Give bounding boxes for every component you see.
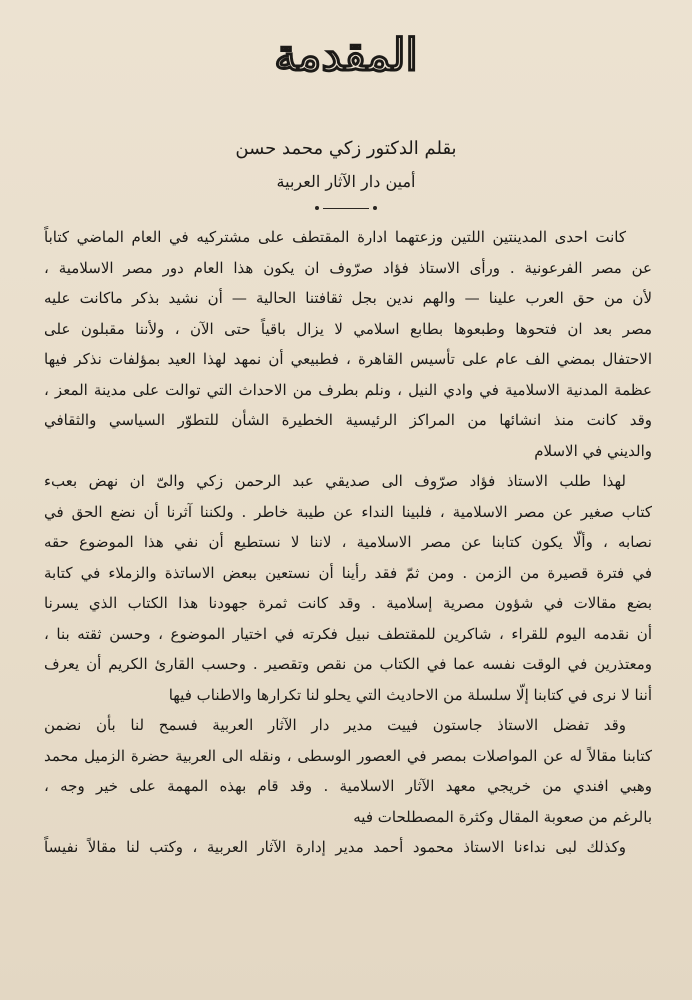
text-line: كانت احدى المدينتين اللتين وزعتهما ادارة المقتطف على مشتركيه في العام الماضي كتاباً	[44, 228, 626, 246]
text-line: أننا لا نرى في كتابنا إلّا سلسلة من الاحاديث التي يحلو لنا تكرارها والاطناب فيها	[168, 685, 652, 704]
text-line: عن مصر الفرعونية . ورأى الاستاذ فؤاد صرّوف ان يكون هذا العام دور مصر الاسلامية ،	[44, 258, 652, 277]
text-line: نصابه ، وألّا يكون كتابنا عن مصر الاسلامية ، لاننا لا نستطيع أن نفي هذا الموضوع حقه	[44, 533, 652, 551]
text-line: كتابنا مقالاً له عن المواصلات بمصر في العصور الوسطى ، ونقله الى العربية حضرة الزميل محمد	[44, 746, 652, 765]
section-divider	[323, 208, 369, 209]
text-line: ومعتذرين في الوقت نفسه عما في الكتاب من نقص وتقصير . وحسب القارئ الكريم أن يعرف	[44, 655, 652, 673]
author-position: أمين دار الآثار العربية	[276, 172, 416, 191]
text-line: بالرغم من صعوبة المقال وكثرة المصطلحات فيه	[353, 807, 652, 826]
text-line: وهبي افندي من خريجي معهد الآثار الاسلامية . وقد قام بهذه المهمة على خير وجه ،	[44, 777, 652, 795]
body-text	[44, 222, 652, 863]
page-title: المقدمة	[274, 30, 418, 81]
text-line: كتاب صغير عن مصر الاسلامية ، فلبينا النداء عن طيبة خاطر . ولكننا آثرنا أن نضع الحق في	[44, 502, 652, 521]
author-byline: بقلم الدكتور زكي محمد حسن	[235, 138, 457, 159]
text-line: أن نقدمه اليوم للقراء ، شاكرين للمقتطف نبيل فكرته في اختيار الموضوع ، وحسن ثقته بنا ،	[44, 624, 652, 643]
text-line: مصر بعد ان فتحوها وطبعوها بطابع اسلامي لا يزال باقياً حتى الآن ، ولأننا مقبلون على	[44, 319, 652, 338]
text-line: والديني في الاسلام	[534, 441, 652, 460]
text-line: وقد كانت منذ انشائها من المراكز الرئيسية الخطيرة الشأن للتطوّر السياسي والثقافي	[44, 411, 652, 429]
text-line: في فترة قصيرة من الزمن . ومن ثمّ فقد رأينا أن نستعين ببعض الاساتذة والزملاء في كتابة	[44, 563, 652, 582]
text-line: وكذلك لبى نداءنا الاستاذ محمود أحمد مدير إدارة الآثار العربية ، وكتب لنا مقالاً نفيساً	[44, 838, 626, 856]
text-line: عظمة المدنية الاسلامية في وادي النيل ، ونلم بطرف من الاحداث التي توالت على مدينة المعز ،	[44, 380, 652, 399]
text-line: بضع مقالات في شؤون مصرية إسلامية . وقد كانت ثمرة جهودنا هذا الكتاب الذي يسرنا	[44, 594, 652, 612]
text-line: لأن من حق العرب علينا — والهم ندين بجل ثقافتنا الحالية — أن نشيد بذكر ماكانت عليه	[44, 289, 652, 307]
text-line: وقد تفضل الاستاذ جاستون فييت مدير دار الآثار العربية فسمح لنا بأن نضمن	[44, 716, 626, 734]
text-line: لهذا طلب الاستاذ فؤاد صرّوف الى صديقي عبد الرحمن زكي والىّ ان نهض بعبء	[44, 472, 626, 490]
text-line: الاحتفال بمضي الف عام على تأسيس القاهرة ، فطبيعي أن نمهد لهذا العيد بمؤلفات نذكر فيها	[44, 350, 652, 368]
